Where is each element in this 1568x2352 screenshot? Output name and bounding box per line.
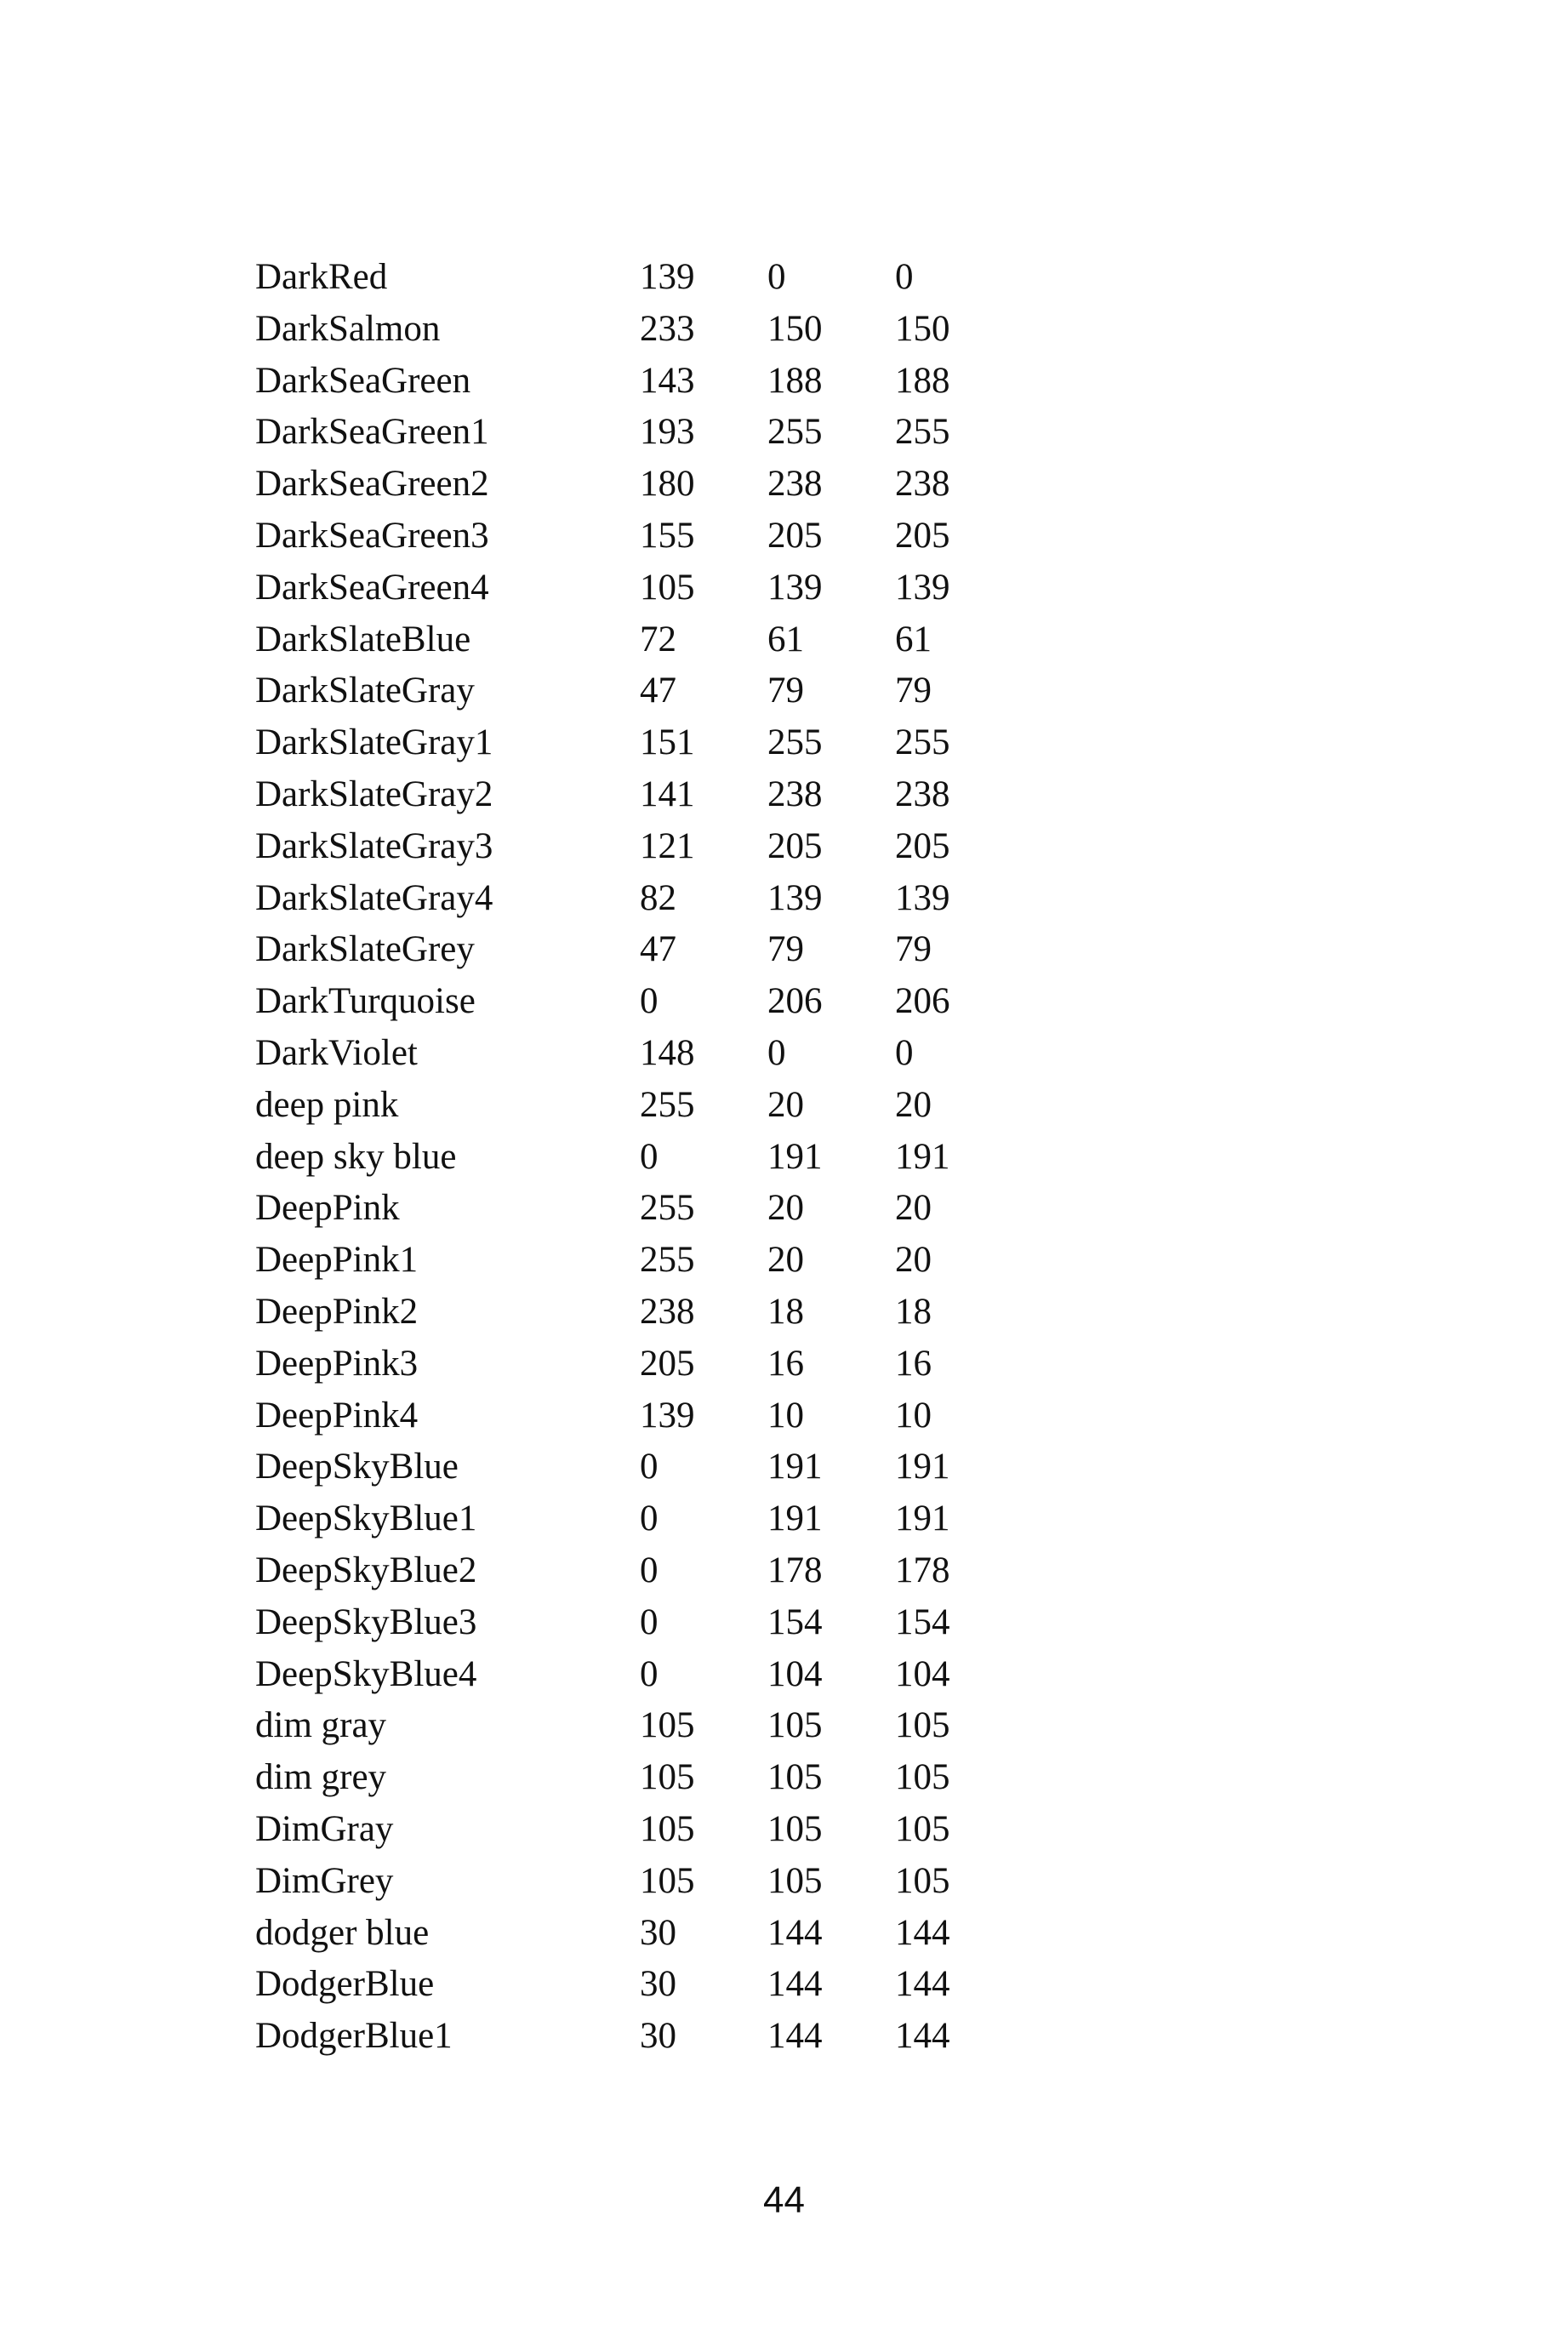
table-row — [255, 1597, 1023, 1649]
table-row — [255, 252, 1023, 304]
green-value-cell: 154 — [767, 1601, 823, 1642]
table-row — [255, 1339, 1023, 1390]
blue-value-cell: 191 — [895, 1499, 950, 1539]
color-name-cell: DimGrey — [255, 1860, 394, 1901]
red-value-cell: 47 — [640, 671, 676, 711]
red-value-cell: 72 — [640, 619, 676, 659]
page-number: 44 — [763, 2179, 805, 2221]
blue-value-cell: 139 — [895, 567, 950, 608]
table-row — [255, 2011, 1023, 2063]
color-name-cell: DarkSlateGray1 — [255, 722, 493, 763]
green-value-cell: 79 — [767, 671, 804, 711]
table-row — [255, 1390, 1023, 1442]
table-row — [255, 614, 1023, 666]
table-row — [255, 1183, 1023, 1235]
table-row — [255, 1287, 1023, 1339]
table-row — [255, 407, 1023, 459]
green-value-cell: 0 — [767, 1032, 786, 1073]
red-value-cell: 105 — [640, 1757, 695, 1798]
blue-value-cell: 191 — [895, 1136, 950, 1177]
red-value-cell: 105 — [640, 1860, 695, 1901]
red-value-cell: 255 — [640, 1188, 695, 1229]
green-value-cell: 191 — [767, 1499, 823, 1539]
color-name-cell: DarkSlateBlue — [255, 619, 471, 659]
blue-value-cell: 154 — [895, 1601, 950, 1642]
color-table-body — [255, 252, 1023, 2063]
green-value-cell: 61 — [767, 619, 804, 659]
color-name-cell: DarkSeaGreen4 — [255, 567, 489, 608]
color-name-cell: DarkSlateGray4 — [255, 877, 493, 918]
green-value-cell: 139 — [767, 877, 823, 918]
table-row — [255, 459, 1023, 511]
blue-value-cell: 10 — [895, 1395, 932, 1436]
color-name-cell: DodgerBlue1 — [255, 2016, 453, 2057]
red-value-cell: 255 — [640, 1240, 695, 1281]
table-row — [255, 1028, 1023, 1080]
color-name-cell: DarkTurquoise — [255, 981, 476, 1022]
green-value-cell: 205 — [767, 825, 823, 866]
red-value-cell: 233 — [640, 308, 695, 349]
color-name-cell: DarkSeaGreen1 — [255, 412, 489, 453]
green-value-cell: 16 — [767, 1343, 804, 1384]
table-row — [255, 1700, 1023, 1752]
red-value-cell: 30 — [640, 1964, 676, 2005]
color-name-cell: deep pink — [255, 1084, 399, 1125]
color-name-cell: DarkSlateGray2 — [255, 774, 493, 814]
green-value-cell: 105 — [767, 1705, 823, 1746]
green-value-cell: 105 — [767, 1808, 823, 1849]
green-value-cell: 238 — [767, 774, 823, 814]
color-name-cell: dim gray — [255, 1705, 387, 1746]
blue-value-cell: 238 — [895, 774, 950, 814]
table-row — [255, 1545, 1023, 1597]
green-value-cell: 0 — [767, 257, 786, 297]
red-value-cell: 180 — [640, 464, 695, 505]
blue-value-cell: 79 — [895, 929, 932, 970]
color-value-table — [255, 252, 1023, 2063]
green-value-cell: 18 — [767, 1291, 804, 1332]
color-name-cell: DodgerBlue — [255, 1964, 435, 2005]
blue-value-cell: 20 — [895, 1188, 932, 1229]
blue-value-cell: 238 — [895, 464, 950, 505]
color-name-cell: DeepSkyBlue4 — [255, 1653, 477, 1694]
red-value-cell: 105 — [640, 567, 695, 608]
red-value-cell: 139 — [640, 257, 695, 297]
red-value-cell: 0 — [640, 1653, 659, 1694]
table-row — [255, 1493, 1023, 1545]
green-value-cell: 104 — [767, 1653, 823, 1694]
blue-value-cell: 61 — [895, 619, 932, 659]
red-value-cell: 143 — [640, 360, 695, 401]
blue-value-cell: 139 — [895, 877, 950, 918]
color-name-cell: DeepPink3 — [255, 1343, 419, 1384]
table-row — [255, 924, 1023, 976]
red-value-cell: 30 — [640, 1912, 676, 1953]
blue-value-cell: 16 — [895, 1343, 932, 1384]
blue-value-cell: 144 — [895, 2016, 950, 2057]
green-value-cell: 20 — [767, 1240, 804, 1281]
blue-value-cell: 191 — [895, 1447, 950, 1487]
color-name-cell: DarkSeaGreen — [255, 360, 471, 401]
green-value-cell: 105 — [767, 1860, 823, 1901]
green-value-cell: 20 — [767, 1084, 804, 1125]
red-value-cell: 105 — [640, 1705, 695, 1746]
blue-value-cell: 206 — [895, 981, 950, 1022]
color-name-cell: DimGray — [255, 1808, 394, 1849]
green-value-cell: 150 — [767, 308, 823, 349]
table-row — [255, 665, 1023, 717]
table-row — [255, 717, 1023, 769]
green-value-cell: 144 — [767, 1964, 823, 2005]
color-name-cell: DeepPink — [255, 1188, 400, 1229]
color-name-cell: DeepSkyBlue2 — [255, 1550, 477, 1590]
color-name-cell: DarkSlateGray3 — [255, 825, 493, 866]
red-value-cell: 0 — [640, 1499, 659, 1539]
red-value-cell: 155 — [640, 515, 695, 556]
color-name-cell: DarkRed — [255, 257, 388, 297]
color-name-cell: DeepSkyBlue — [255, 1447, 459, 1487]
red-value-cell: 151 — [640, 722, 695, 763]
red-value-cell: 0 — [640, 1447, 659, 1487]
red-value-cell: 141 — [640, 774, 695, 814]
red-value-cell: 82 — [640, 877, 676, 918]
red-value-cell: 205 — [640, 1343, 695, 1384]
red-value-cell: 139 — [640, 1395, 695, 1436]
color-name-cell: DarkSalmon — [255, 308, 441, 349]
color-name-cell: DarkSlateGray — [255, 671, 475, 711]
blue-value-cell: 188 — [895, 360, 950, 401]
red-value-cell: 30 — [640, 2016, 676, 2057]
red-value-cell: 105 — [640, 1808, 695, 1849]
blue-value-cell: 205 — [895, 825, 950, 866]
green-value-cell: 255 — [767, 722, 823, 763]
table-row — [255, 1235, 1023, 1287]
green-value-cell: 188 — [767, 360, 823, 401]
color-name-cell: DarkSeaGreen2 — [255, 464, 489, 505]
green-value-cell: 20 — [767, 1188, 804, 1229]
table-row — [255, 1959, 1023, 2011]
table-row — [255, 304, 1023, 356]
green-value-cell: 255 — [767, 412, 823, 453]
blue-value-cell: 150 — [895, 308, 950, 349]
blue-value-cell: 144 — [895, 1964, 950, 2005]
table-row — [255, 1132, 1023, 1184]
green-value-cell: 178 — [767, 1550, 823, 1590]
green-value-cell: 10 — [767, 1395, 804, 1436]
green-value-cell: 191 — [767, 1447, 823, 1487]
red-value-cell: 0 — [640, 981, 659, 1022]
red-value-cell: 193 — [640, 412, 695, 453]
red-value-cell: 0 — [640, 1550, 659, 1590]
table-row — [255, 356, 1023, 408]
blue-value-cell: 255 — [895, 412, 950, 453]
table-row — [255, 821, 1023, 873]
green-value-cell: 105 — [767, 1757, 823, 1798]
table-row — [255, 1649, 1023, 1701]
red-value-cell: 255 — [640, 1084, 695, 1125]
color-name-cell: DeepPink4 — [255, 1395, 419, 1436]
table-row — [255, 562, 1023, 614]
green-value-cell: 238 — [767, 464, 823, 505]
blue-value-cell: 0 — [895, 257, 914, 297]
table-row — [255, 1080, 1023, 1132]
color-name-cell: DeepSkyBlue1 — [255, 1499, 477, 1539]
blue-value-cell: 18 — [895, 1291, 932, 1332]
blue-value-cell: 105 — [895, 1808, 950, 1849]
table-row — [255, 1856, 1023, 1908]
blue-value-cell: 178 — [895, 1550, 950, 1590]
green-value-cell: 191 — [767, 1136, 823, 1177]
red-value-cell: 0 — [640, 1136, 659, 1177]
blue-value-cell: 205 — [895, 515, 950, 556]
color-name-cell: DeepSkyBlue3 — [255, 1601, 477, 1642]
blue-value-cell: 20 — [895, 1084, 932, 1125]
green-value-cell: 144 — [767, 1912, 823, 1953]
color-name-cell: DarkViolet — [255, 1032, 418, 1073]
blue-value-cell: 0 — [895, 1032, 914, 1073]
green-value-cell: 79 — [767, 929, 804, 970]
table-row — [255, 1804, 1023, 1856]
table-row — [255, 1441, 1023, 1493]
blue-value-cell: 20 — [895, 1240, 932, 1281]
blue-value-cell: 105 — [895, 1757, 950, 1798]
blue-value-cell: 79 — [895, 671, 932, 711]
red-value-cell: 0 — [640, 1601, 659, 1642]
table-row — [255, 769, 1023, 821]
color-name-cell: DeepPink1 — [255, 1240, 419, 1281]
blue-value-cell: 144 — [895, 1912, 950, 1953]
color-name-cell: DarkSlateGrey — [255, 929, 475, 970]
color-name-cell: DeepPink2 — [255, 1291, 419, 1332]
table-row — [255, 511, 1023, 562]
red-value-cell: 121 — [640, 825, 695, 866]
color-name-cell: dim grey — [255, 1757, 387, 1798]
green-value-cell: 205 — [767, 515, 823, 556]
color-name-cell: DarkSeaGreen3 — [255, 515, 489, 556]
table-row — [255, 1908, 1023, 1960]
green-value-cell: 206 — [767, 981, 823, 1022]
red-value-cell: 148 — [640, 1032, 695, 1073]
red-value-cell: 238 — [640, 1291, 695, 1332]
table-row — [255, 976, 1023, 1028]
blue-value-cell: 105 — [895, 1705, 950, 1746]
green-value-cell: 144 — [767, 2016, 823, 2057]
red-value-cell: 47 — [640, 929, 676, 970]
blue-value-cell: 255 — [895, 722, 950, 763]
table-row — [255, 1752, 1023, 1804]
table-row — [255, 873, 1023, 925]
blue-value-cell: 105 — [895, 1860, 950, 1901]
color-name-cell: deep sky blue — [255, 1136, 457, 1177]
color-name-cell: dodger blue — [255, 1912, 430, 1953]
green-value-cell: 139 — [767, 567, 823, 608]
blue-value-cell: 104 — [895, 1653, 950, 1694]
